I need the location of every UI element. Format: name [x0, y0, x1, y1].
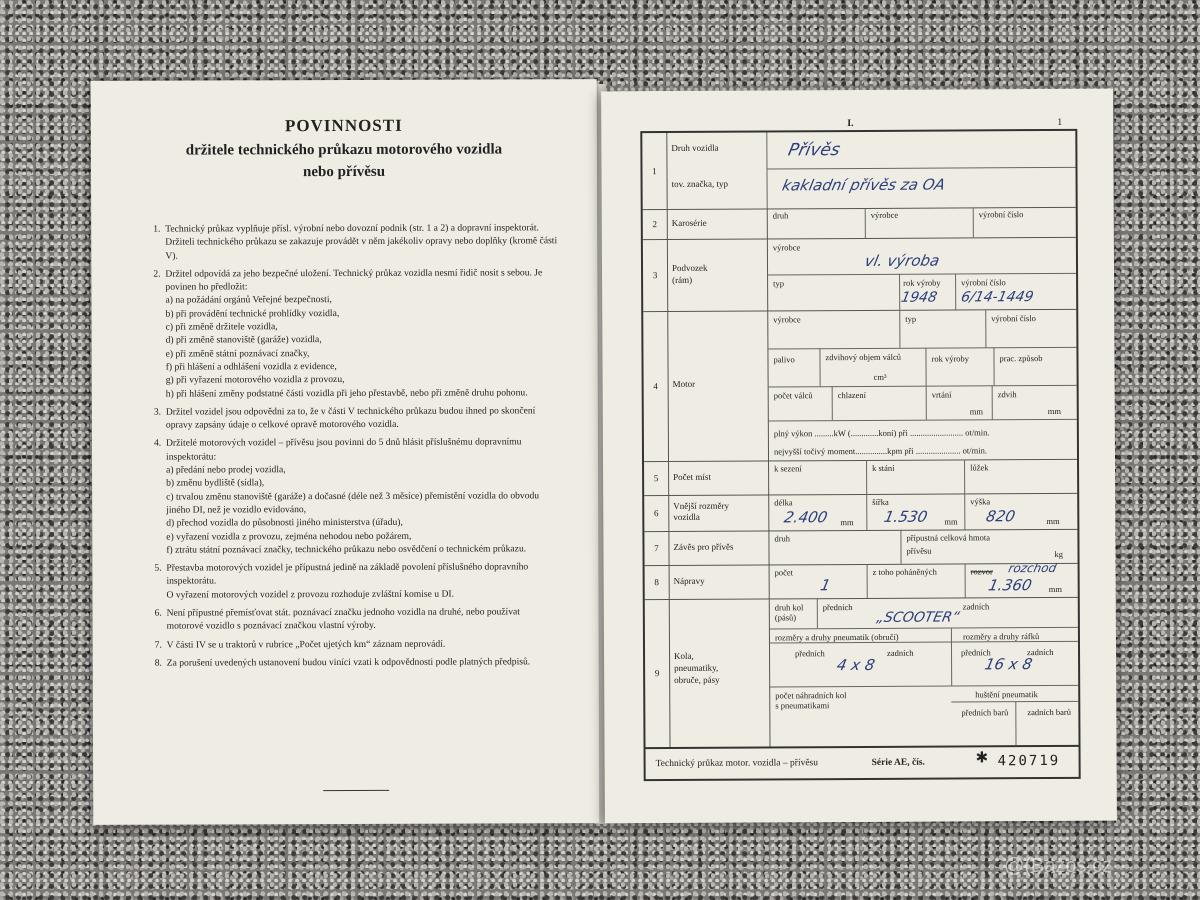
row-label [668, 530, 769, 565]
field-pneu-zadnich: zadních [887, 647, 914, 658]
divider [768, 419, 1077, 422]
field-tocivy-moment: nejvyšší točivý moment...............kpm při ..................... ot/min. [773, 445, 987, 457]
field-druh-kol: druh kol [774, 602, 804, 613]
rule-number: 8. [154, 657, 162, 669]
divider [867, 564, 868, 598]
field-bar-prednich: předních barů [961, 707, 1009, 718]
rules-list [153, 221, 559, 675]
serial-number: 420719 [997, 752, 1061, 770]
rule-subitem: c) trvalou změnu stanoviště (garáže) a dočasné (déle než 3 měsíce) přemístění vozidla do obvodu jiného DI, než je vozidlo evidováno, [166, 489, 540, 516]
handwritten-delka: 2.400 [782, 508, 830, 527]
divider [819, 348, 820, 386]
divider [817, 598, 818, 628]
page-number: 1 [1057, 116, 1063, 128]
divider [951, 628, 952, 686]
row-number: 1 [642, 133, 667, 209]
unit-mm: mm [1047, 405, 1062, 417]
field-palivo: palivo [773, 354, 795, 365]
rule-text: Držitelé motorových vozidel – přívěsu jsou povinni do 5 dnů hlásit příslušnému dopravnímu inspektorátu: [165, 436, 522, 463]
label-vnejsi-rozmery: Vnější rozměry [673, 500, 730, 511]
rule-subitem: d) přechod vozidla do působnosti jiného ministerstva (úřadu), [166, 517, 403, 529]
page-subtitle-2: nebo přívěsu [302, 163, 386, 181]
divider [926, 386, 927, 420]
field-husteni: huštění pneumatik [975, 689, 1038, 700]
unit-mm: mm [1046, 515, 1060, 527]
table-row [644, 493, 1077, 532]
rule-subitem: d) při změně stanoviště (garáže) vozidla, [165, 334, 322, 347]
field-vyrobce: výrobce [773, 314, 801, 325]
rule-subitem: c) při změně držitele vozidla, [165, 321, 278, 333]
right-page [601, 89, 1117, 824]
table-row [643, 309, 1077, 462]
field-s-pneumatikami: s pneumatikami [775, 700, 830, 711]
handwritten-druh-kol: „SCOOTER“ [875, 609, 961, 626]
left-page [91, 79, 600, 825]
rule-item [155, 655, 559, 670]
field-privesu: přívěsu [906, 545, 932, 556]
rule-body [167, 605, 559, 633]
rule-body [166, 560, 558, 601]
field-rozmery-pneumatik: rozměry a druhy pneumatik (obručí) [774, 631, 899, 643]
rule-number: 6. [154, 607, 162, 619]
label-tov-znacka: tov. značka, typ [671, 178, 729, 189]
divider [865, 208, 866, 238]
divider [769, 641, 1078, 644]
row-label [667, 208, 768, 239]
field-vrtani: vrtání [931, 389, 952, 400]
field-pocet-valcu: počet válců [773, 390, 813, 401]
rule-body [165, 221, 557, 262]
divider [768, 385, 1077, 388]
row-number: 5 [644, 461, 669, 495]
row-label [666, 132, 796, 209]
field-zdvih: zdvih [997, 389, 1017, 400]
table-row [645, 597, 1079, 749]
snowflake-icon: ✱ [975, 750, 989, 767]
rule-number: 1. [153, 223, 161, 235]
divider [766, 167, 1075, 170]
field-typ: typ [905, 313, 917, 324]
field-vyrobni-cislo: výrobní číslo [978, 209, 1024, 220]
rule-number: 3. [153, 406, 162, 418]
field-k-stani: k stání [872, 462, 895, 473]
field-nahradnich-kol: počet náhradních kol [775, 690, 847, 701]
field-rafky-zadnich: zadních [1027, 646, 1054, 658]
row-number: 7 [644, 531, 669, 565]
field-prac-zpusob: prac. způsob [999, 353, 1043, 364]
table-row [643, 207, 1076, 240]
table-row [643, 237, 1076, 312]
label-zaves: Závěs pro přívěs [673, 541, 734, 552]
divider [992, 385, 993, 419]
unit-kg: kg [1054, 548, 1064, 559]
label-ram: (rám) [672, 274, 693, 285]
label-obruce: obruče, pásy [674, 674, 720, 685]
rule-body [165, 266, 557, 400]
field-typ: typ [773, 278, 784, 289]
label-kola: Kola, [674, 650, 694, 661]
rule-number: 5. [154, 562, 162, 574]
watermark: @(Bazos.cz [1004, 855, 1113, 877]
row-label [668, 460, 769, 495]
handwritten-vyrobce: vl. výroba [863, 251, 942, 270]
row-number: 9 [645, 599, 671, 747]
divider [955, 273, 956, 309]
rule-subitem: e) vyřazení vozidla z provozu, zejména nehodou nebo požárem, [166, 530, 412, 543]
divider [900, 530, 901, 564]
field-pohanenych: z toho poháněných [872, 566, 937, 577]
rule-number: 7. [154, 639, 162, 651]
unit-mm: mm [969, 406, 984, 417]
rule-subitem: b) při provádění technické prohlídky vozidla, [165, 307, 340, 320]
divider [866, 460, 867, 494]
divider [925, 348, 926, 386]
rule-text: Není přípustné přemísťovat stát. poznávací značku jednoho vozidla na druhé, nebo používat motorové vozidlo s poznávací značkou vlastní výroby. [166, 606, 520, 632]
handwritten-pocet: 1 [818, 576, 833, 595]
field-sirka: šířka [872, 496, 889, 507]
field-rozmery-rafku: rozměry a druhy ráfků [962, 631, 1040, 642]
table-row [644, 459, 1077, 496]
field-bar-zadnich: zadních barů [1027, 706, 1072, 718]
label-karoserie: Karosérie [671, 217, 707, 228]
field-rok-vyroby: rok výroby [903, 277, 941, 288]
rule-item [153, 266, 557, 400]
rule-subitem: h) při hlášení změny podstatné části vozidla při jeho přestavbě, nebo při změně druhu pohonu. [165, 386, 528, 400]
divider [964, 493, 965, 529]
field-vyrobce: výrobce [870, 209, 899, 220]
label-vozidla: vozidla [673, 511, 700, 522]
unit-mm: mm [944, 516, 958, 527]
row-number: 2 [643, 209, 668, 239]
rule-item [154, 404, 558, 432]
rule-subitem: e) při změně státní poznávací značky, [165, 347, 310, 360]
field-pocet: počet [774, 567, 794, 578]
row-number: 6 [644, 495, 669, 531]
rule-body [167, 637, 559, 652]
page-title: POVINNOSTI [284, 115, 403, 136]
form-footer [646, 745, 1079, 779]
footer-serie: Série AE, čís. [871, 757, 925, 768]
field-druh: druh [774, 533, 791, 544]
divider [985, 309, 986, 347]
vehicle-form-table [640, 129, 1080, 781]
handwritten-vyska: 820 [984, 507, 1017, 526]
rule-text: V části IV se u traktorů v rubrice „Počet ujetých km“ záznam neprovádí. [166, 638, 446, 651]
rule-subitem: b) změnu bydliště (sídla), [166, 477, 265, 489]
rule-subitem: a) na požádání orgánů Veřejné bezpečnosti, [165, 294, 332, 307]
handwritten-rozvor: 1.360 [986, 576, 1034, 595]
rule-item [154, 436, 558, 557]
row-label [667, 310, 769, 461]
rule-subitem: f) ztrátu státní poznávací značky, technického průkazu nebo osvědčení o technickém průkazu. [166, 543, 527, 556]
field-k-sezeni: k sezení [774, 463, 802, 474]
handwritten-rafky: 16 x 8 [983, 655, 1035, 674]
rule-subitem: a) předání nebo prodej vozidla, [166, 464, 286, 476]
row-number: 3 [643, 239, 668, 311]
divider [899, 310, 900, 348]
field-zdvihovy-objem: zdvihový objem válců [825, 351, 902, 363]
footer-text: Technický průkaz motor. vozidla – přívěsu [655, 758, 819, 770]
field-vyrobce: výrobce [772, 242, 801, 253]
handwritten-typ: kakladní přívěs za OA [780, 175, 947, 195]
rule-body [166, 404, 558, 432]
field-vyrobni-cislo: výrobní číslo [961, 277, 1006, 288]
row-label [668, 494, 769, 531]
label-motor: Motor [672, 378, 696, 389]
handwritten-cislo: 6/14-1449 [959, 289, 1035, 306]
rule-item [153, 221, 557, 262]
rule-subitem: O vyřazení motorových vozidel z provozu rozhoduje zvláštní komise u DI. [166, 588, 454, 601]
rule-subitem: f) při hlášení a odhlášení vozidla z evidence, [165, 360, 337, 373]
row-label [669, 598, 771, 747]
table-row [642, 131, 1075, 210]
divider [769, 627, 1078, 630]
handwritten-druh: Přívěs [786, 140, 842, 161]
field-rafky-prednich: předních [961, 647, 991, 658]
label-druh-vozidla: Druh vozidla [671, 142, 719, 153]
unit-mm: mm [840, 517, 854, 528]
rule-item [155, 637, 559, 652]
field-delka: délka [774, 497, 793, 508]
label-podvozek: Podvozek [671, 262, 708, 273]
divider [866, 494, 867, 530]
rule-text: Technický průkaz vyplňuje přísl. výrobní nebo dovozní podnik (str. 1 a 2) a dopravní inspektorát. Držiteli technického průkazu se zakazuje provádět v něm jakékoliv opravy nebo doplňky (kromě části V). [165, 222, 558, 262]
label-pneumatiky: pneumatiky, [674, 662, 719, 673]
row-label [669, 564, 770, 599]
field-vyska: výška [970, 496, 991, 507]
field-plny-vykon: plný výkon .........kW (.............koní) při ......................... ot/min. [773, 427, 990, 439]
rule-text: Přestavba motorových vozidel je přípustná jedině na základě povolení příslušného dopravního inspektorátu. [166, 561, 529, 588]
divider [965, 563, 966, 597]
rule-text: Držitel vozidel jsou odpovědni za to, že v části V technického průkazu budou ihned po skončení opravy zapsány údaje o celkové opravě motorového vozidla. [165, 405, 536, 431]
handwritten-rozchod: rozchod [1007, 560, 1058, 576]
divider [993, 347, 994, 385]
rule-number: 2. [153, 268, 161, 280]
field-vyrobni-cislo: výrobní číslo [991, 313, 1036, 324]
row-label [667, 238, 768, 311]
field-pasu: (pásů) [774, 612, 797, 623]
rule-text: Za porušení uvedených ustanovení budou viníci vzati k odpovědnosti podle platných předpisů. [166, 656, 531, 669]
divider [964, 459, 965, 493]
divider [767, 347, 1076, 350]
rule-subitem: g) při vyřazení motorového vozidla z provozu, [165, 374, 345, 386]
row-number: 4 [643, 311, 669, 461]
handwritten-sirka: 1.530 [882, 507, 930, 526]
divider [767, 273, 1076, 276]
rule-number: 4. [153, 438, 162, 450]
rule-body [166, 436, 558, 557]
field-rozvor: rozvor [970, 566, 993, 577]
field-pneu-prednich: předních [795, 648, 825, 659]
rule-item [155, 605, 559, 633]
field-rok-vyroby: rok výroby [931, 353, 970, 364]
section-number: I. [847, 118, 854, 130]
end-divider [323, 790, 389, 791]
row-number: 8 [645, 565, 670, 599]
page-subtitle-1: držitele technického průkazu motorového vozidla [185, 141, 503, 159]
field-celkova-hmota: přípustná celková hmota [906, 532, 991, 543]
label-pocet-mist: Počet míst [673, 471, 711, 482]
handwritten-pneumatiky: 4 x 8 [835, 655, 877, 675]
field-luzek: lůžek [970, 462, 989, 473]
divider [769, 685, 1078, 688]
handwritten-rok: 1948 [899, 289, 939, 306]
unit-mm: mm [1048, 583, 1062, 595]
rule-text: Držitel odpovídá za jeho bezpečné uložení. Technický průkaz vozidla nesmí řidič nosit s sebou. Je povinen ho předložit: [165, 267, 543, 293]
divider [832, 386, 833, 420]
divider [1015, 701, 1016, 745]
field-prednich: předních [822, 602, 853, 613]
divider [973, 207, 974, 237]
unit-cm3: cm³ [873, 371, 887, 382]
table-row [645, 560, 1078, 600]
rule-body [167, 655, 559, 670]
label-napravy: Nápravy [673, 575, 705, 586]
field-druh: druh [772, 210, 789, 221]
rule-item [154, 560, 558, 601]
field-chlazeni: chlazení [837, 389, 867, 401]
field-zadnich: zadních [962, 601, 990, 612]
